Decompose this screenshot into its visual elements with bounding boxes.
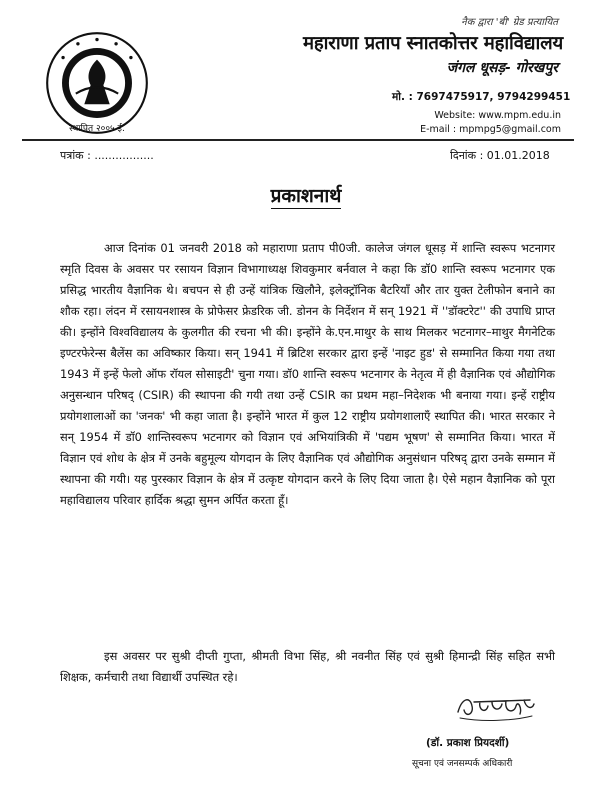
heading-text: प्रकाशनार्थ — [270, 185, 342, 207]
letter-heading — [0, 182, 612, 208]
established-year: स्थापित २००५ ई. — [69, 124, 125, 134]
reference-number: पत्रांक : ................. — [60, 149, 154, 162]
handwritten-signature — [452, 688, 538, 726]
body-paragraph-1 — [60, 238, 555, 511]
letter-date: दिनांक : 01.01.2018 — [450, 149, 550, 162]
signatory-name: (डॉ. प्रकाश प्रियदर्शी) — [426, 737, 510, 749]
accreditation-note: नैक द्वारा 'बी' ग्रेड प्रत्यायित — [461, 17, 558, 28]
email-text: E-mail : mpmpg5@gmail.com — [420, 124, 561, 135]
website-text: Website: www.mpm.edu.in — [434, 110, 561, 121]
mobile-numbers: मो. : 7697475917, 9794299451 — [392, 91, 571, 103]
paragraph-1-text: आज दिनांक 01 जनवरी 2018 को महाराणा प्रताप पी0जी. कालेज जंगल धूसड़ में शान्ति स्वरूप भटनागर स्मृति दिवस के अवसर पर रसायन विज्ञान विभागाध्यक्ष शिवकुमार बर्नवाल ने कहा कि डॉ0 शान्ति स्वरूप भटनागर एक प्रसिद्ध भारतीय वैज्ञानिक थे। बचपन से ही उन्हें यांत्रिक खिलौने, इलेक्ट्रॉनिक बैटरियाँ और तार युक्त टेलीफोन बनाने का शौक रहा। लंदन में रसायनशास्त्र के प्रोफेसर फ्रेडरिक जी. डोनन के निर्देशन में सन् 1921 में ''डॉक्टरेट'' की उपाधि प्राप्त की। इन्होंने विश्वविद्यालय के कुलगीत की रचना भी की। इन्होंने के.एन.माथुर के साथ मिलकर भटनागर–माथुर मैगनेटिक इण्टरफेरेन्स बैलेंस का अविष्कार किया। सन् 1941 में ब्रिटिश सरकार द्वारा इन्हें 'नाइट हुड' से सम्मानित किया गया तथा 1943 में इन्हें फेलो ऑफ रॉयल सोसाइटी' चुना गया। डॉ0 शान्ति स्वरूप भटनागर के नेतृत्व में ही वैज्ञानिक एवं औद्योगिक अनुसन्धान परिषद् (CSIR) की स्थापना की गयी तथा उन्हें CSIR का प्रथम महा–निदेशक भी बनाया गया। इन्हें राष्ट्रीय प्रयोगशालाओं का 'जनक' भी कहा जाता है। इन्होंने भारत में कुल 12 राष्ट्रीय प्रयोगशालाएँ स्थापित की। भारत सरकार ने सन् 1954 में डॉ0 शान्तिस्वरूप भटनागर को विज्ञान एवं अभियांत्रिकी में 'पद्यम भूषण' से सम्मानित किया। भारत में विज्ञान एवं शोध के क्षेत्र में उनके बहुमूल्य योगदान के लिए वैज्ञानिक एवं औद्योगिक अनुसंधान परिषद् द्वारा उनके सम्मान में स्थापना की गयी। यह पुरस्कार विज्ञान के क्षेत्र में उत्कृष्ट योगदान करने के लिए दिया जाता है। ऐसे महान वैज्ञानिक को पूरा महाविद्यालय परिवार हार्दिक श्रद्धा सुमन अर्पित करता हूँ। — [60, 241, 555, 507]
signatory-designation: सूचना एवं जनसम्पर्क अधिकारी — [412, 759, 513, 769]
body-paragraph-2 — [60, 646, 555, 688]
college-name: महाराणा प्रताप स्नातकोत्तर महाविद्यालय — [303, 33, 563, 54]
college-location: जंगल धूसड़- गोरखपुर — [446, 60, 558, 76]
paragraph-2-text: इस अवसर पर सुश्री दीप्ती गुप्ता, श्रीमती विभा सिंह, श्री नवनीत सिंह एवं सुश्री हिमान्द्री सिंह सहित सभी शिक्षक, कर्मचारी तथा विद्यार्थी उपस्थित रहे। — [60, 649, 555, 684]
header-divider — [22, 139, 574, 141]
